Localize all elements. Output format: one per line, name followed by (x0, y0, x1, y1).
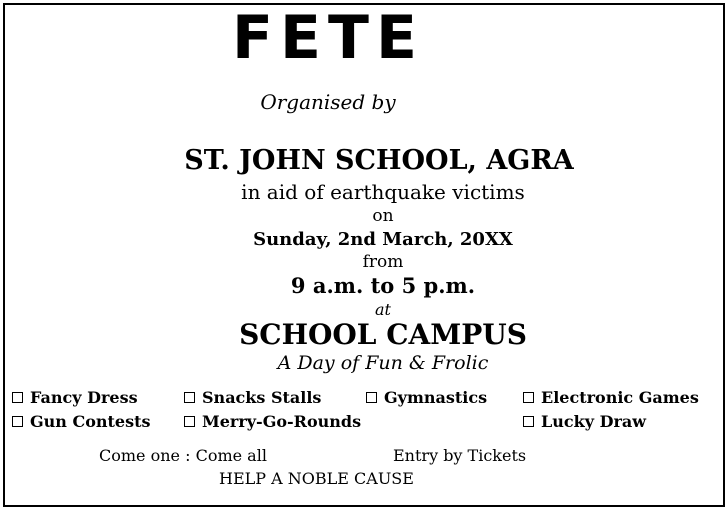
checkbox-square-icon (366, 392, 377, 403)
checkbox-square-icon (523, 392, 534, 403)
event-time: 9 a.m. to 5 p.m. (290, 273, 476, 298)
checkbox-square-icon (12, 392, 23, 403)
event-venue: SCHOOL CAMPUS (239, 318, 527, 351)
attraction-label: Lucky Draw (541, 412, 647, 431)
attraction-item (12, 388, 138, 407)
footer-invite: Come one : Come all (99, 446, 267, 465)
tagline: A Day of Fun & Frolic (277, 352, 489, 374)
from-label: from (362, 252, 404, 272)
purpose-text: in aid of earthquake victims (241, 180, 525, 204)
attraction-item (12, 412, 151, 431)
checkbox-square-icon (184, 392, 195, 403)
attraction-label: Merry-Go-Rounds (202, 412, 362, 431)
attraction-item (523, 412, 646, 431)
attraction-label: Gymnastics (384, 388, 488, 407)
attraction-item (366, 388, 487, 407)
attraction-item (184, 388, 321, 407)
attraction-item (523, 388, 699, 407)
attraction-label: Snacks Stalls (202, 388, 322, 407)
at-label: at (375, 300, 391, 319)
footer-cause: HELP A NOBLE CAUSE (219, 469, 414, 488)
checkbox-square-icon (184, 416, 195, 427)
checkbox-square-icon (12, 416, 23, 427)
attraction-label: Fancy Dress (30, 388, 138, 407)
attraction-label: Gun Contests (30, 412, 151, 431)
poster-title: FETE (232, 3, 424, 73)
checkbox-square-icon (523, 416, 534, 427)
attraction-item (184, 412, 361, 431)
event-date: Sunday, 2nd March, 20XX (253, 229, 513, 250)
poster-frame (3, 3, 725, 507)
on-label: on (372, 206, 394, 226)
organised-by-label: Organised by (260, 90, 396, 114)
footer-entry: Entry by Tickets (393, 446, 527, 465)
attraction-label: Electronic Games (541, 388, 699, 407)
school-name: ST. JOHN SCHOOL, AGRA (184, 145, 574, 176)
